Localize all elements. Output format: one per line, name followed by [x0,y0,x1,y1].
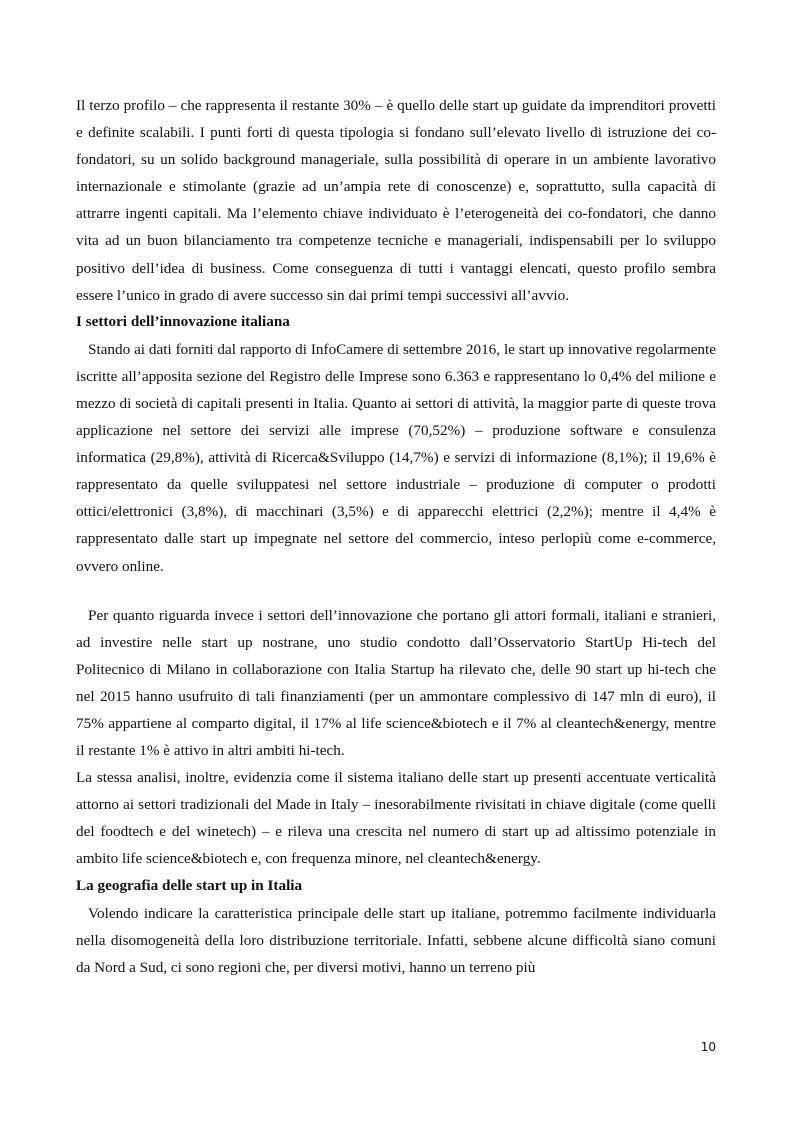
paragraph-osservatorio: Per quanto riguarda invece i settori dell’innovazione che portano gli attori formali, italiani e stranieri, ad investire nelle start up nostrane, uno studio condotto dall’Osservatorio StartUp Hi-tech del Politecnico di Milano in collaborazione con Italia Startup ha rilevato che, delle 90 start up hi-tech che nel 2015 hanno usufruito di tali finanziamenti (per un ammontare complessivo di 147 mln di euro), il 75% appartiene al comparto digital, il 17% al life science&biotech e il 7% al cleantech&energy, mentre il restante 1% è attivo in altri ambiti hi-tech. [76,606,716,760]
section-heading-geografia: La geografia delle start up in Italia [76,876,303,894]
paragraph-infocamere: Stando ai dati forniti dal rapporto di InfoCamere di settembre 2016, le start up innovative regolarmente iscritte all’apposita sezione del Registro delle Imprese sono 6.363 e rappresentano lo 0,4% del milione e mezzo di società di capitali presenti in Italia. Quanto ai settori di attività, la maggior parte di queste trova applicazione nel settore dei servizi alle imprese (70,52%) – produzione software e consulenza informatica (29,8%), attività di Ricerca&Sviluppo (14,7%) e servizi di informazione (8,1%); il 19,6% è rappresentato da quelle sviluppatesi nel settore industriale – produzione di computer o prodotti ottici/elettronici (3,8%), di macchinari (3,5%) e di apparecchi elettrici (2,2%); mentre il 4,4% è rappresentato dalle start up impegnate nel settore del commercio, inteso perlopiù come e-commerce, ovvero online. [76,340,716,575]
paragraph-distribuzione: Volendo indicare la caratteristica principale delle start up italiane, potremmo facilmente individuarla nella disomogeneità della loro distribuzione territoriale. Infatti, sebbene alcune difficoltà siano comuni da Nord a Sud, ci sono regioni che, per diversi motivi, hanno un terreno più [76,904,716,976]
paragraph-analisi: La stessa analisi, inoltre, evidenzia come il sistema italiano delle start up presenti accentuate verticalità attorno ai settori tradizionali del Made in Italy – inesorabilmente rivisitati in chiave digitale (come quelli del foodtech e del winetech) – e rileva una crescita nel numero di start up ad altissimo potenziale in ambito life science&biotech e, con frequenza minore, nel cleantech&energy. [76,769,716,868]
page-number: 10 [700,1040,716,1054]
paragraph-spacer [76,580,716,602]
paragraph-terzo-profilo: Il terzo profilo – che rappresenta il restante 30% – è quello delle start up guidate da imprenditori provetti e definite scalabili. I punti forti di questa tipologia si fondano sull’elevato livello di istruzione dei co-fondatori, su un solido background manageriale, sulla possibilità di operare in un ambiente lavorativo internazionale e stimolante (grazie ad un’ampia rete di conoscenze) e, soprattutto, sulla capacità di attrarre ingenti capitali. Ma l’elemento chiave individuato è l’eterogeneità dei co-fondatori, che danno vita ad un buon bilanciamento tra competenze tecniche e manageriali, indispensabili per lo sviluppo positivo dell’idea di business. Come conseguenza di tutti i vantaggi elencati, questo profilo sembra essere l’unico in grado di avere successo sin dai primi tempi successivi all’avvio. [76,97,716,304]
section-heading-settori: I settori dell’innovazione italiana [76,312,290,330]
